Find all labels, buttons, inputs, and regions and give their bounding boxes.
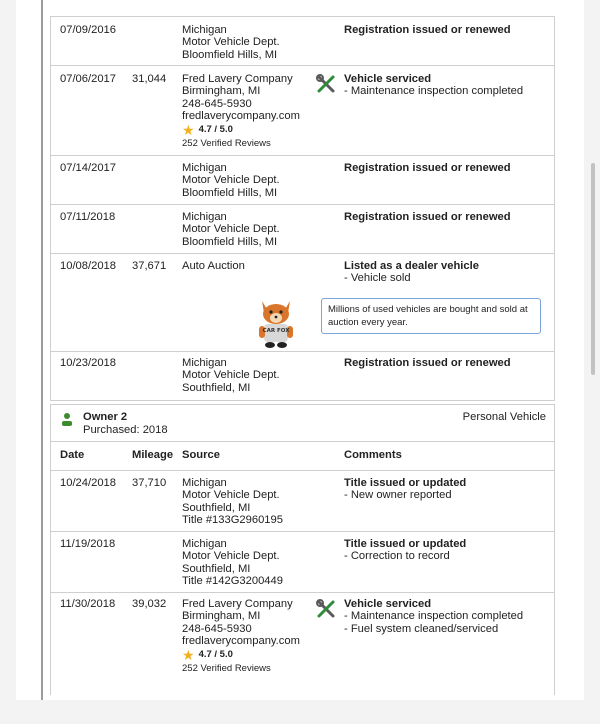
record-date: 10/24/2018 [60,477,116,489]
verified-reviews-link[interactable]: 252 Verified Reviews [182,663,271,675]
verified-reviews-link[interactable]: 252 Verified Reviews [182,138,271,150]
source-line: Motor Vehicle Dept. [182,489,280,502]
record-comments [344,598,523,635]
source-line: Michigan [182,24,227,36]
record-date: 07/14/2017 [60,162,116,174]
owner-label: Owner 2 [83,411,128,423]
comment-line: - Maintenance inspection completed [344,610,524,623]
record-comments [344,538,466,563]
comment-title: Title issued or updated [344,538,467,550]
table-row [51,205,554,254]
dealer-website-link[interactable]: fredlaverycompany.com [182,110,300,123]
table-row [51,352,554,400]
comment-line: - Maintenance inspection completed [344,85,524,98]
record-mileage: 37,671 [132,260,167,272]
column-header-source: Source [182,449,220,461]
source-line: Michigan [182,357,227,369]
source-line: Southfield, MI [182,501,251,514]
title-number: Title #133G2960195 [182,514,283,527]
dealer-website-link[interactable]: fredlaverycompany.com [182,635,300,648]
record-comments [344,73,523,98]
column-header-date: Date [60,449,85,461]
table-row [51,66,554,156]
source-line: Birmingham, MI [182,610,261,623]
record-source [182,538,283,588]
record-source [182,162,280,199]
owner1-history-table [50,16,555,401]
source-line: Motor Vehicle Dept. [182,174,280,187]
source-line: Michigan [182,211,227,223]
source-line: Motor Vehicle Dept. [182,223,280,236]
source-line: Southfield, MI [182,381,251,394]
dealer-phone: 248-645-5930 [182,622,252,635]
record-date: 10/08/2018 [60,260,116,272]
record-mileage: 37,710 [132,477,167,489]
record-date: 07/09/2016 [60,24,116,36]
source-line: Michigan [182,477,227,489]
comment-title: Registration issued or renewed [344,24,511,36]
wrench-screwdriver-icon [316,74,336,94]
vehicle-type: Personal Vehicle [462,411,546,423]
comment-title: Registration issued or renewed [344,211,511,223]
source-line: Motor Vehicle Dept. [182,369,280,382]
dealer-rating [182,121,300,138]
source-line: Motor Vehicle Dept. [182,550,280,563]
comment-title: Registration issued or renewed [344,357,511,369]
left-rule [41,0,43,700]
record-source [182,477,283,527]
source-line: Bloomfield Hills, MI [182,186,278,199]
source-line: Bloomfield Hills, MI [182,235,278,248]
record-date: 11/19/2018 [60,538,116,550]
rating-value: 4.7 / 5.0 [198,123,233,135]
rating-value: 4.7 / 5.0 [198,648,233,660]
comment-title: Vehicle serviced [344,598,432,610]
wrench-screwdriver-icon [316,599,336,619]
dealer-rating [182,646,300,663]
comment-title: Vehicle serviced [344,73,432,85]
star-icon: ★ [182,646,195,663]
dealer-name: Fred Lavery Company [182,598,293,610]
dealer-phone: 248-645-5930 [182,97,252,110]
source-line: Motor Vehicle Dept. [182,36,280,49]
carfox-mascot-icon [256,297,296,349]
comment-line: - New owner reported [344,489,452,502]
comment-line: - Vehicle sold [344,272,411,285]
source-line: Birmingham, MI [182,85,261,98]
comment-title: Registration issued or renewed [344,162,511,174]
record-source [182,357,280,394]
comment-title: Listed as a dealer vehicle [344,260,479,272]
auction-callout: Millions of used vehicles are bought and sold at auction every year. [321,298,541,334]
table-row [51,156,554,205]
table-row [51,532,554,593]
dealer-name: Fred Lavery Company [182,73,293,85]
title-number: Title #142G3200449 [182,575,283,588]
record-source [182,24,280,61]
record-date: 07/11/2018 [60,211,116,223]
column-header-comments: Comments [344,449,402,461]
comment-line: - Fuel system cleaned/serviced [344,622,499,635]
record-date: 10/23/2018 [60,357,116,369]
table-header [51,442,554,471]
record-comments [344,260,479,285]
source-line: Southfield, MI [182,562,251,575]
owner-header [51,405,554,442]
source-line: Michigan [182,538,227,550]
table-row [51,471,554,532]
person-icon [61,412,73,426]
source-line: Michigan [182,162,227,174]
comment-line: - Correction to record [344,550,450,563]
record-comments [344,477,466,502]
record-source [182,211,280,248]
record-source [182,598,300,675]
record-date: 07/06/2017 [60,73,116,85]
column-header-mileage: Mileage [132,449,174,461]
record-mileage: 31,044 [132,73,167,85]
owner2-history-table [50,404,555,695]
scrollbar-thumb[interactable] [591,163,595,375]
record-source [182,73,300,150]
record-mileage: 39,032 [132,598,167,610]
record-date: 11/30/2018 [60,598,116,610]
owner-purchased: Purchased: 2018 [83,424,168,436]
table-row [51,593,554,695]
source-line: Bloomfield Hills, MI [182,48,278,61]
comment-title: Title issued or updated [344,477,467,489]
record-source: Auto Auction [182,260,245,272]
table-row [51,17,554,66]
star-icon: ★ [182,121,195,138]
carfox-label: CAR FOX [262,328,290,334]
